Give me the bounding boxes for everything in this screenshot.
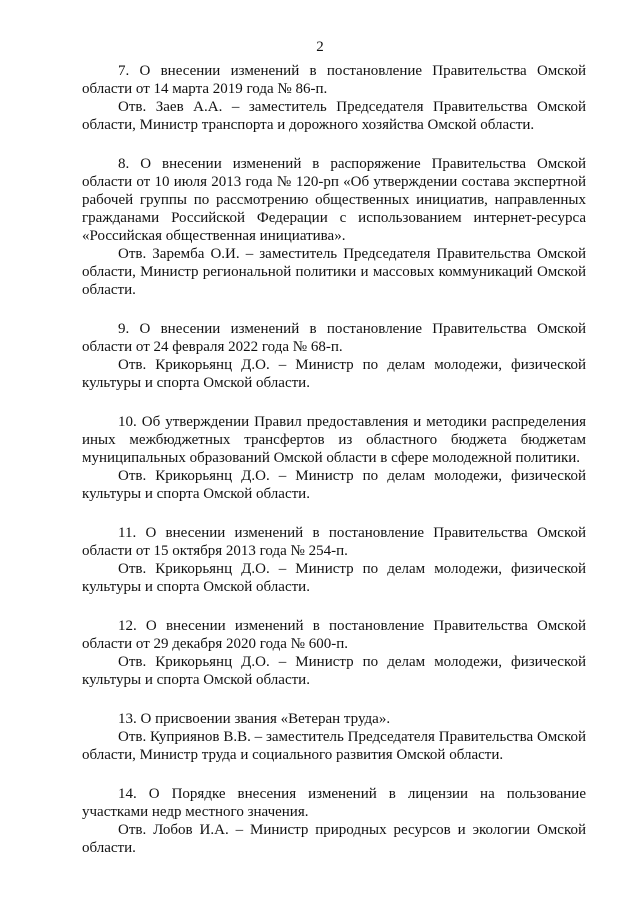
agenda-item-7 xyxy=(82,62,586,134)
agenda-item-8 xyxy=(82,155,586,299)
agenda-item-responsible: Отв. Лобов И.А. – Министр природных ресурсов и экологии Омской области. xyxy=(82,822,586,856)
agenda-item-responsible: Отв. Куприянов В.В. – заместитель Председателя Правительства Омской области, Министр труда и социального развития Омской области. xyxy=(82,729,586,763)
agenda-item-title: 8. О внесении изменений в распоряжение Правительства Омской области от 10 июля 2013 года № 120-рп «Об утверждении состава экспертной рабочей группы по рассмотрению общественных инициатив, направленных гражданами Российской Федерации с использованием интернет-ресурса «Российская общественная инициатива». xyxy=(82,156,586,244)
agenda-item-11 xyxy=(82,524,586,596)
agenda-item-responsible: Отв. Крикорьянц Д.О. – Министр по делам молодежи, физической культуры и спорта Омской области. xyxy=(82,654,586,688)
agenda-item-title: 12. О внесении изменений в постановление Правительства Омской области от 29 декабря 2020 года № 600-п. xyxy=(82,618,586,652)
agenda-item-responsible: Отв. Заев А.А. – заместитель Председателя Правительства Омской области, Министр транспорта и дорожного хозяйства Омской области. xyxy=(82,99,586,133)
page-number: 2 xyxy=(316,39,324,55)
agenda-item-title: 14. О Порядке внесения изменений в лицензии на пользование участками недр местного значения. xyxy=(82,786,586,820)
agenda-item-responsible: Отв. Заремба О.И. – заместитель Председателя Правительства Омской области, Министр региональной политики и массовых коммуникаций Омской области. xyxy=(82,246,586,298)
agenda-item-title: 10. Об утверждении Правил предоставления и методики распределения иных межбюджетных трансфертов из областного бюджета бюджетам муниципальных образований Омской области в сфере молодежной политики. xyxy=(82,414,586,466)
agenda-list xyxy=(82,62,586,878)
agenda-item-10 xyxy=(82,413,586,503)
agenda-item-13 xyxy=(82,710,586,764)
agenda-item-responsible: Отв. Крикорьянц Д.О. – Министр по делам молодежи, физической культуры и спорта Омской области. xyxy=(82,561,586,595)
agenda-item-title: 9. О внесении изменений в постановление Правительства Омской области от 24 февраля 2022 года № 68-п. xyxy=(82,321,586,355)
agenda-item-title: 7. О внесении изменений в постановление Правительства Омской области от 14 марта 2019 года № 86-п. xyxy=(82,63,586,97)
agenda-item-12 xyxy=(82,617,586,689)
agenda-item-responsible: Отв. Крикорьянц Д.О. – Министр по делам молодежи, физической культуры и спорта Омской области. xyxy=(82,357,586,391)
agenda-item-title: 11. О внесении изменений в постановление Правительства Омской области от 15 октября 2013 года № 254-п. xyxy=(82,525,586,559)
agenda-item-14 xyxy=(82,785,586,857)
agenda-item-title: 13. О присвоении звания «Ветеран труда». xyxy=(118,711,391,727)
agenda-item-9 xyxy=(82,320,586,392)
agenda-item-responsible: Отв. Крикорьянц Д.О. – Министр по делам молодежи, физической культуры и спорта Омской области. xyxy=(82,468,586,502)
